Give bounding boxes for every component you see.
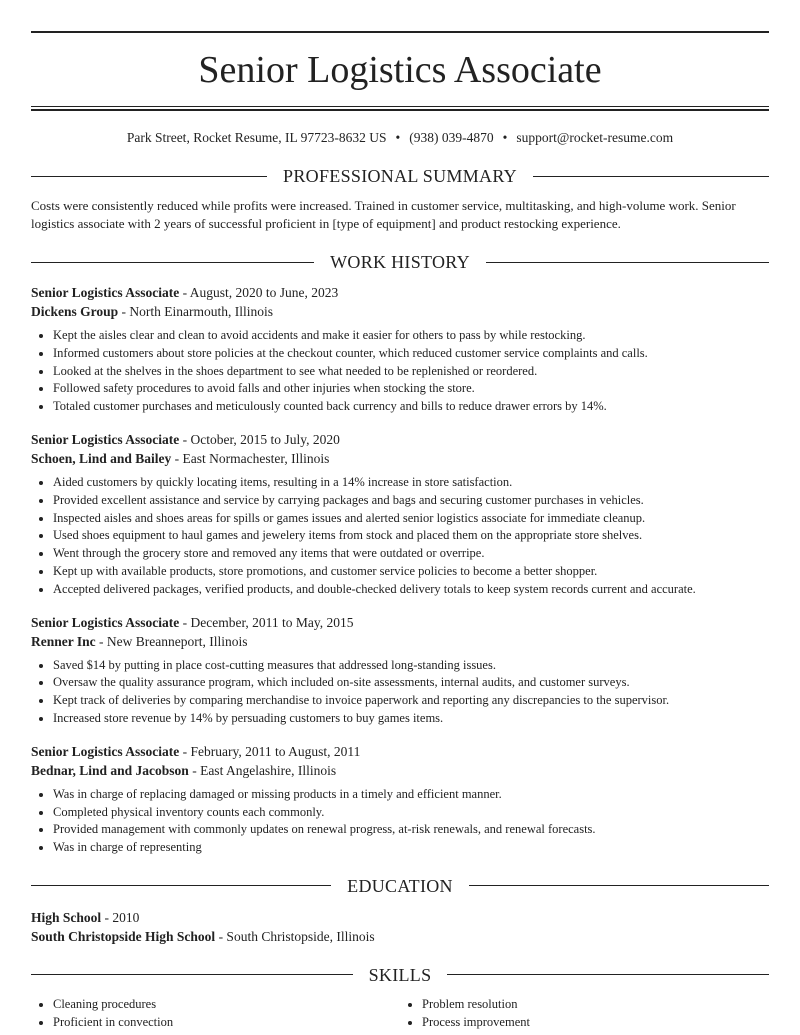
job-bullet: • Increased store revenue by 14% by persuading customers to buy games items. xyxy=(53,710,769,728)
job-bullet: • Saved $14 by putting in place cost-cutting measures that addressed long-standing issues. xyxy=(53,657,769,675)
skills-columns xyxy=(31,996,769,1032)
resume-title: Senior Logistics Associate xyxy=(198,49,602,91)
education-location: - South Christopside, Illinois xyxy=(215,928,375,944)
summary-heading: PROFESSIONAL SUMMARY xyxy=(283,166,517,186)
education-year: - 2010 xyxy=(101,909,140,925)
job-bullet: • Provided excellent assistance and service by carrying packages and bags and securing customer purchases in vehicles. xyxy=(53,492,769,510)
job-company: Schoen, Lind and Bailey xyxy=(31,450,172,466)
job-company-line xyxy=(31,761,769,780)
heading-rule xyxy=(533,176,769,177)
job-company: Dickens Group xyxy=(31,304,119,319)
job-company: Bednar, Lind and Jacobson xyxy=(31,762,189,778)
contact-address: Park Street, Rocket Resume, IL 97723-8632 US xyxy=(126,130,387,145)
job-location: - East Angelashire, Illinois xyxy=(188,762,337,778)
job-bullet: • Aided customers by quickly locating items, resulting in a 14% increase in store satisfaction. xyxy=(53,474,769,492)
job-entry xyxy=(31,742,769,857)
job-bullet: • Completed physical inventory counts each commonly. xyxy=(53,804,769,822)
skill-item: • Proficient in convection xyxy=(53,1014,400,1032)
job-dates: - February, 2011 to August, 2011 xyxy=(179,743,361,759)
skill-item: • Cleaning procedures xyxy=(53,996,400,1014)
job-bullet: • Oversaw the quality assurance program, which included on-site assessments, internal audits, and customer surveys. xyxy=(53,674,769,692)
heading-rule xyxy=(31,262,314,263)
education-heading: EDUCATION xyxy=(347,875,453,896)
job-location: - East Normachester, Illinois xyxy=(171,450,330,466)
job-company-line xyxy=(31,302,769,321)
skill-item: • Process improvement xyxy=(422,1014,769,1032)
job-location: - New Breanneport, Illinois xyxy=(95,633,248,649)
contact-phone: (938) 039-4870 xyxy=(409,130,494,145)
job-bullet: • Totaled customer purchases and meticulously counted back currency and bills to reduce drawer errors by 14%. xyxy=(53,398,769,416)
job-bullet: • Provided management with commonly updates on renewal progress, at-risk renewals, and renewal forecasts. xyxy=(53,821,769,839)
summary-text: Costs were consistently reduced while profits were increased. Trained in customer service, multitasking, and high-volume work. Senior logistics associate with 2 years of successful proficient in [type of equipment] and product restocking experience. xyxy=(31,198,736,231)
job-title: Senior Logistics Associate xyxy=(31,431,180,447)
job-bullet: • Accepted delivered packages, verified products, and double-checked delivery totals to keep system records current and accurate. xyxy=(53,581,769,599)
education-degree: High School xyxy=(31,909,102,925)
job-company-line xyxy=(31,632,769,651)
job-bullet: • Followed safety procedures to avoid falls and other injuries when stocking the store. xyxy=(53,380,769,398)
contact-email: support@rocket-resume.com xyxy=(516,130,674,145)
education-school: South Christopside High School xyxy=(31,928,216,944)
job-bullet: • Kept up with available products, store promotions, and customer service policies to become a better shopper. xyxy=(53,563,769,581)
job-bullets xyxy=(31,657,769,728)
job-bullet: • Was in charge of replacing damaged or missing products in a timely and efficient manner. xyxy=(53,786,769,804)
section-heading-education xyxy=(31,874,769,898)
resume-page xyxy=(31,0,769,1032)
contact-line xyxy=(31,129,769,147)
heading-rule xyxy=(486,262,769,263)
title-double-rule xyxy=(31,106,769,111)
skills-left-column xyxy=(31,996,400,1032)
skills-right-column xyxy=(400,996,769,1032)
contact-separator: • xyxy=(395,130,401,145)
job-bullet: • Went through the grocery store and removed any items that were outdated or overripe. xyxy=(53,545,769,563)
skill-item: • Problem resolution xyxy=(422,996,769,1014)
contact-separator: • xyxy=(502,130,508,145)
section-heading-skills xyxy=(31,963,769,987)
job-dates: - October, 2015 to July, 2020 xyxy=(179,431,340,447)
job-title-line xyxy=(31,430,769,449)
job-bullet: • Kept the aisles clear and clean to avoid accidents and make it easier for others to pass by while restocking. xyxy=(53,327,769,345)
skills-heading: SKILLS xyxy=(368,964,432,985)
job-title: Senior Logistics Associate xyxy=(31,614,180,630)
job-bullets xyxy=(31,327,769,416)
top-rule xyxy=(31,31,769,33)
work-heading: WORK HISTORY xyxy=(330,252,470,272)
job-entry xyxy=(31,430,769,599)
education-school-line xyxy=(31,927,769,946)
education-entry xyxy=(31,908,769,946)
job-title: Senior Logistics Associate xyxy=(31,285,180,300)
section-heading-summary xyxy=(31,164,769,188)
job-bullets xyxy=(31,786,769,857)
heading-rule xyxy=(447,974,769,975)
heading-rule xyxy=(469,885,769,886)
job-title-line xyxy=(31,283,769,302)
job-entry xyxy=(31,613,769,728)
job-bullet: • Looked at the shelves in the shoes department to see what needed to be replenished or reordered. xyxy=(53,363,769,381)
section-heading-work xyxy=(31,250,769,274)
job-company: Renner Inc xyxy=(31,633,96,649)
job-location: - North Einarmouth, Illinois xyxy=(118,304,274,319)
job-bullets xyxy=(31,474,769,599)
job-bullet: • Used shoes equipment to haul games and jewelery items from stock and placed them on the appropriate store shelves. xyxy=(53,527,769,545)
job-bullet: • Informed customers about store policies at the checkout counter, which reduced customer service complaints and calls. xyxy=(53,345,769,363)
job-title-line xyxy=(31,742,769,761)
heading-rule xyxy=(31,974,353,975)
job-title-line xyxy=(31,613,769,632)
job-bullet: • Was in charge of representing xyxy=(53,839,769,857)
job-dates: - December, 2011 to May, 2015 xyxy=(179,614,354,630)
job-entry xyxy=(31,283,769,416)
job-company-line xyxy=(31,449,769,468)
job-title: Senior Logistics Associate xyxy=(31,743,180,759)
job-bullet: • Inspected aisles and shoes areas for spills or games issues and alerted senior logistics associate for immediate cleanup. xyxy=(53,510,769,528)
heading-rule xyxy=(31,885,331,886)
heading-rule xyxy=(31,176,267,177)
job-dates: - August, 2020 to June, 2023 xyxy=(179,285,339,300)
job-bullet: • Kept track of deliveries by comparing merchandise to invoice paperwork and reporting any discrepancies to the supervisor. xyxy=(53,692,769,710)
education-degree-line xyxy=(31,908,769,927)
